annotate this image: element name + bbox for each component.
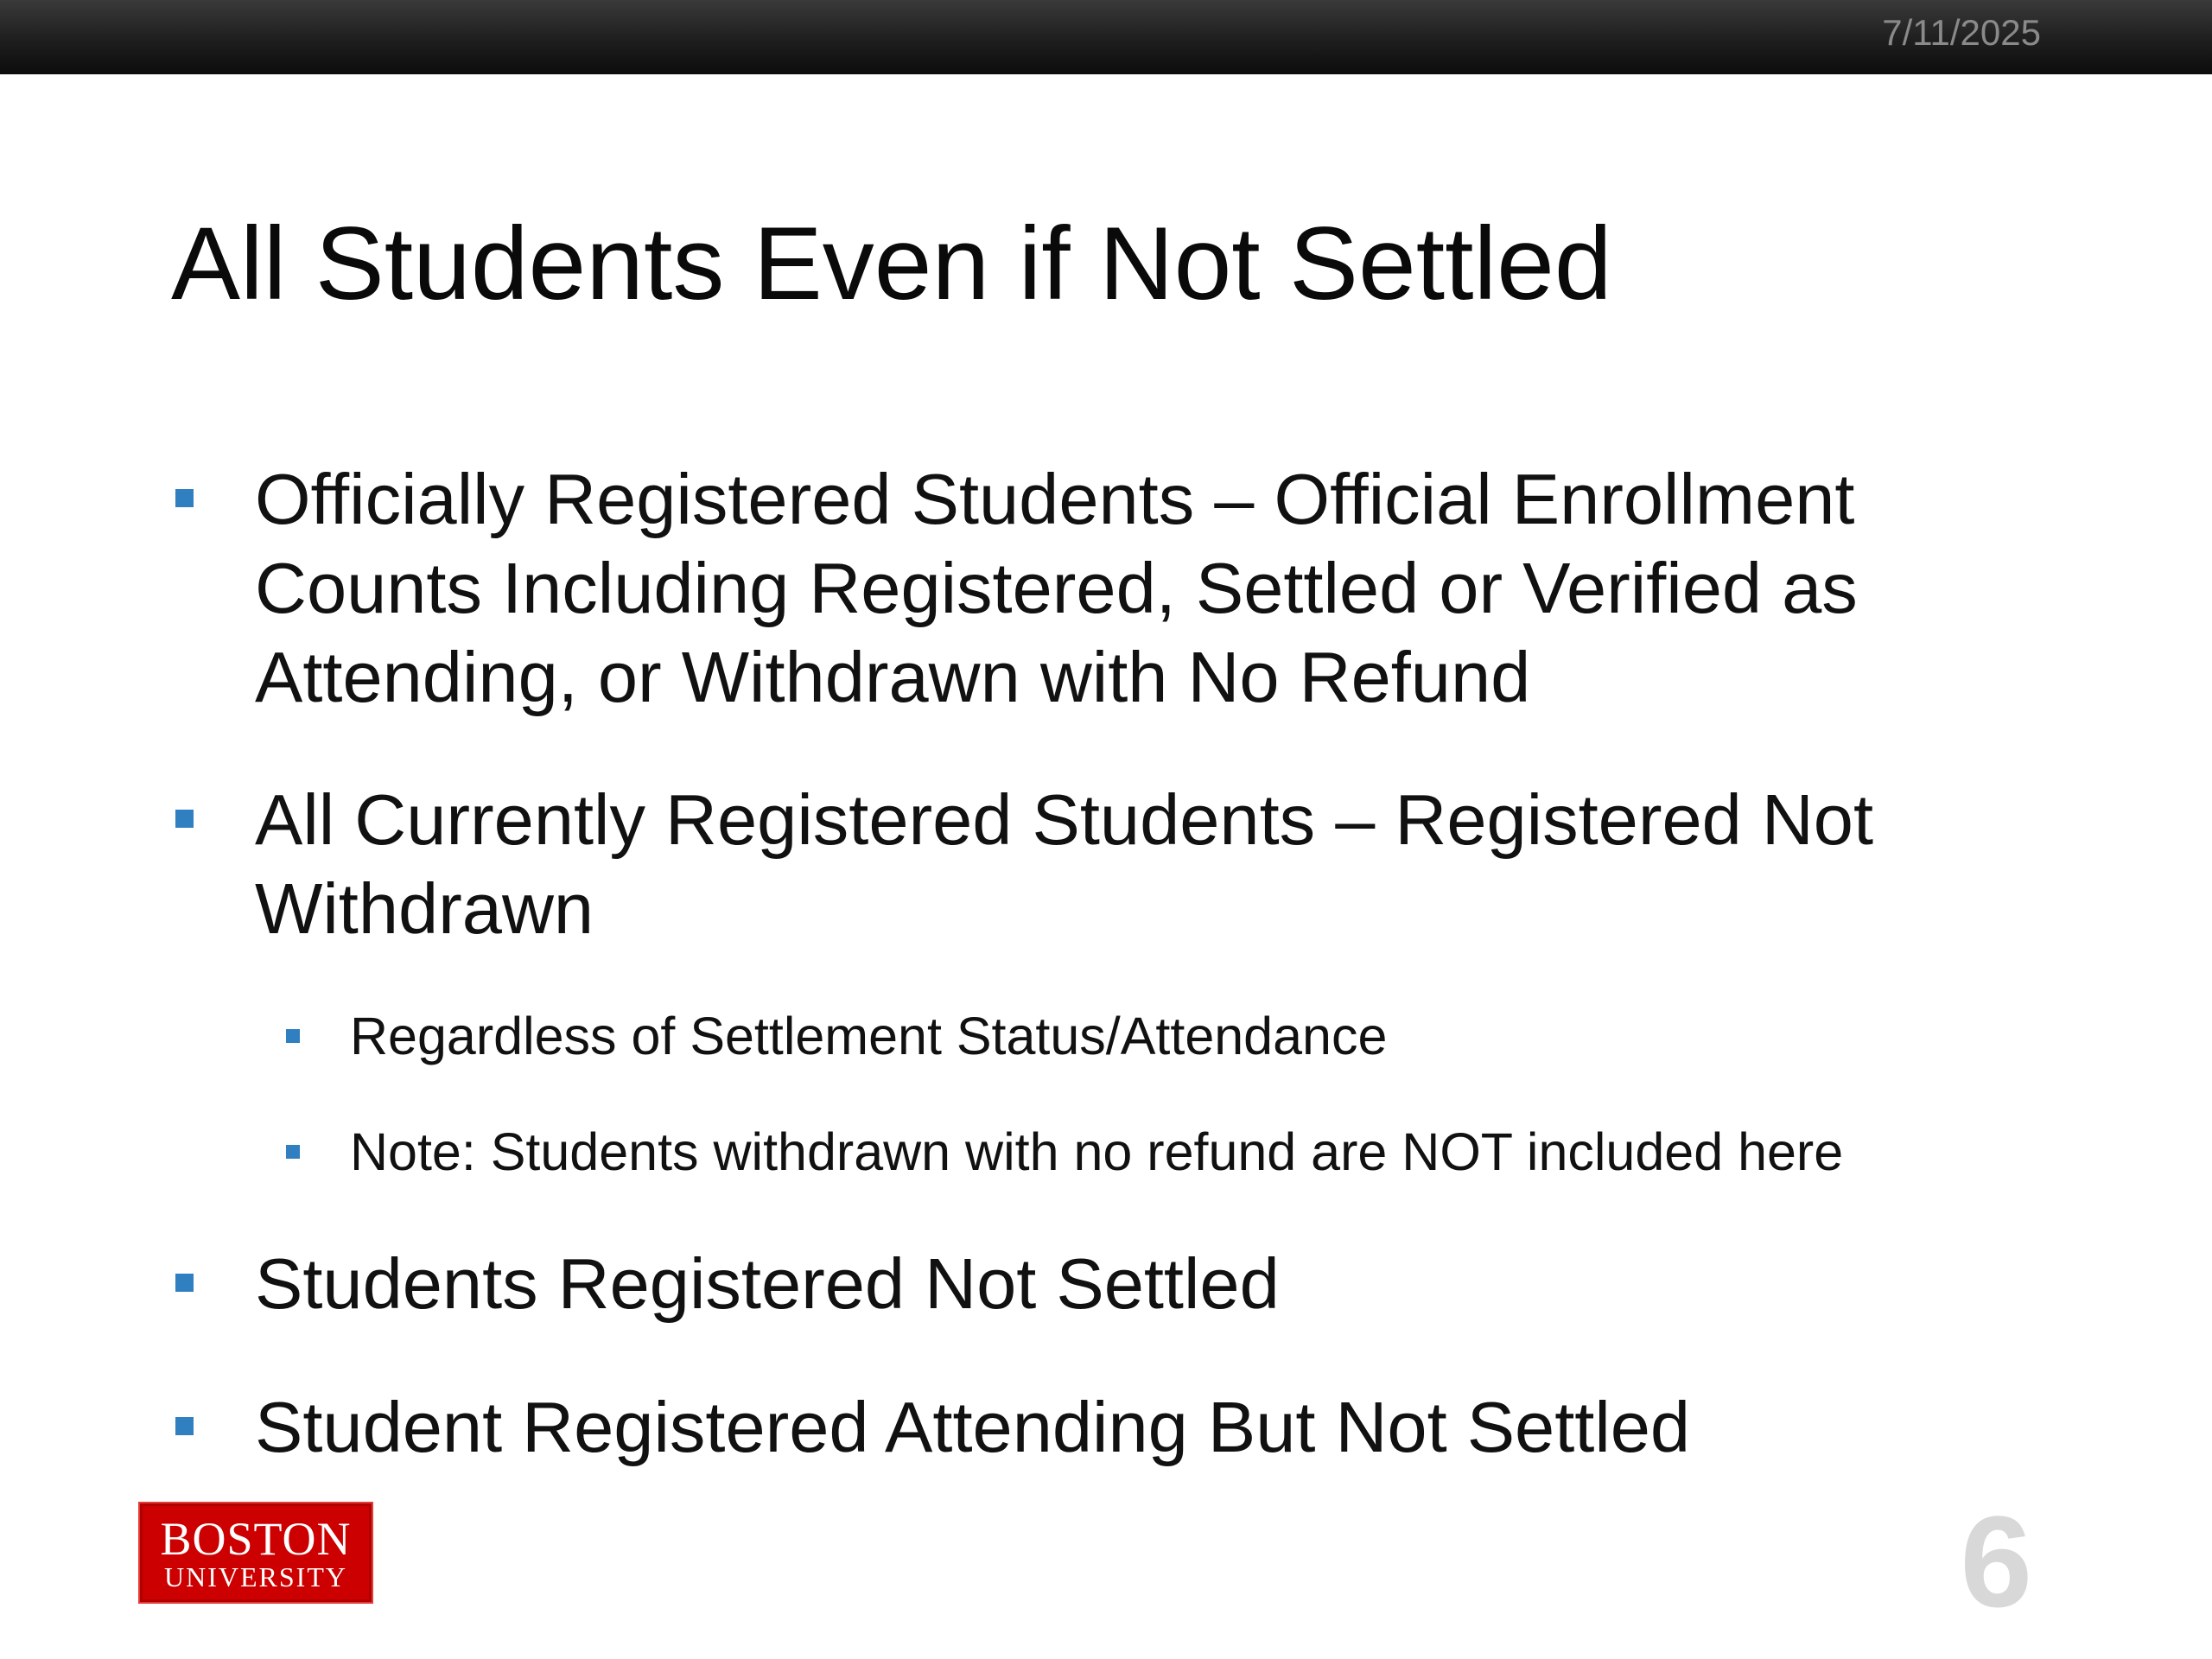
slide-page-number: 6 — [1960, 1489, 2032, 1634]
bullet-line: Counts Including Registered, Settled or Verified as — [255, 548, 1858, 628]
bullet-line: Withdrawn — [255, 868, 594, 949]
bullet-line: Student Registered Attending But Not Settled — [255, 1387, 1691, 1467]
bullet-line: Officially Registered Students – Official Enrollment — [255, 459, 1855, 539]
bullet-square-icon — [286, 1029, 300, 1043]
slide-header-bar — [0, 0, 2212, 74]
bullet-square-icon — [175, 489, 194, 507]
bullet-square-icon — [175, 1274, 194, 1292]
slide-date: 7/11/2025 — [1882, 12, 2041, 53]
bullet-line: Note: Students withdrawn with no refund are NOT included here — [350, 1122, 1844, 1181]
slide-title: All Students Even if Not Settled — [171, 206, 1612, 321]
bullet-square-icon — [286, 1145, 300, 1159]
bullet-square-icon — [175, 1417, 194, 1435]
bullet-line: All Currently Registered Students – Registered Not — [255, 779, 1874, 860]
boston-university-logo — [138, 1502, 373, 1604]
bullet-square-icon — [175, 810, 194, 828]
bullet-line: Students Registered Not Settled — [255, 1243, 1280, 1324]
logo-line-1: BOSTON — [160, 1513, 352, 1565]
logo-line-2: UNIVERSITY — [164, 1561, 347, 1592]
bullet-line: Regardless of Settlement Status/Attendance — [350, 1007, 1388, 1065]
bullet-line: Attending, or Withdrawn with No Refund — [255, 637, 1531, 717]
